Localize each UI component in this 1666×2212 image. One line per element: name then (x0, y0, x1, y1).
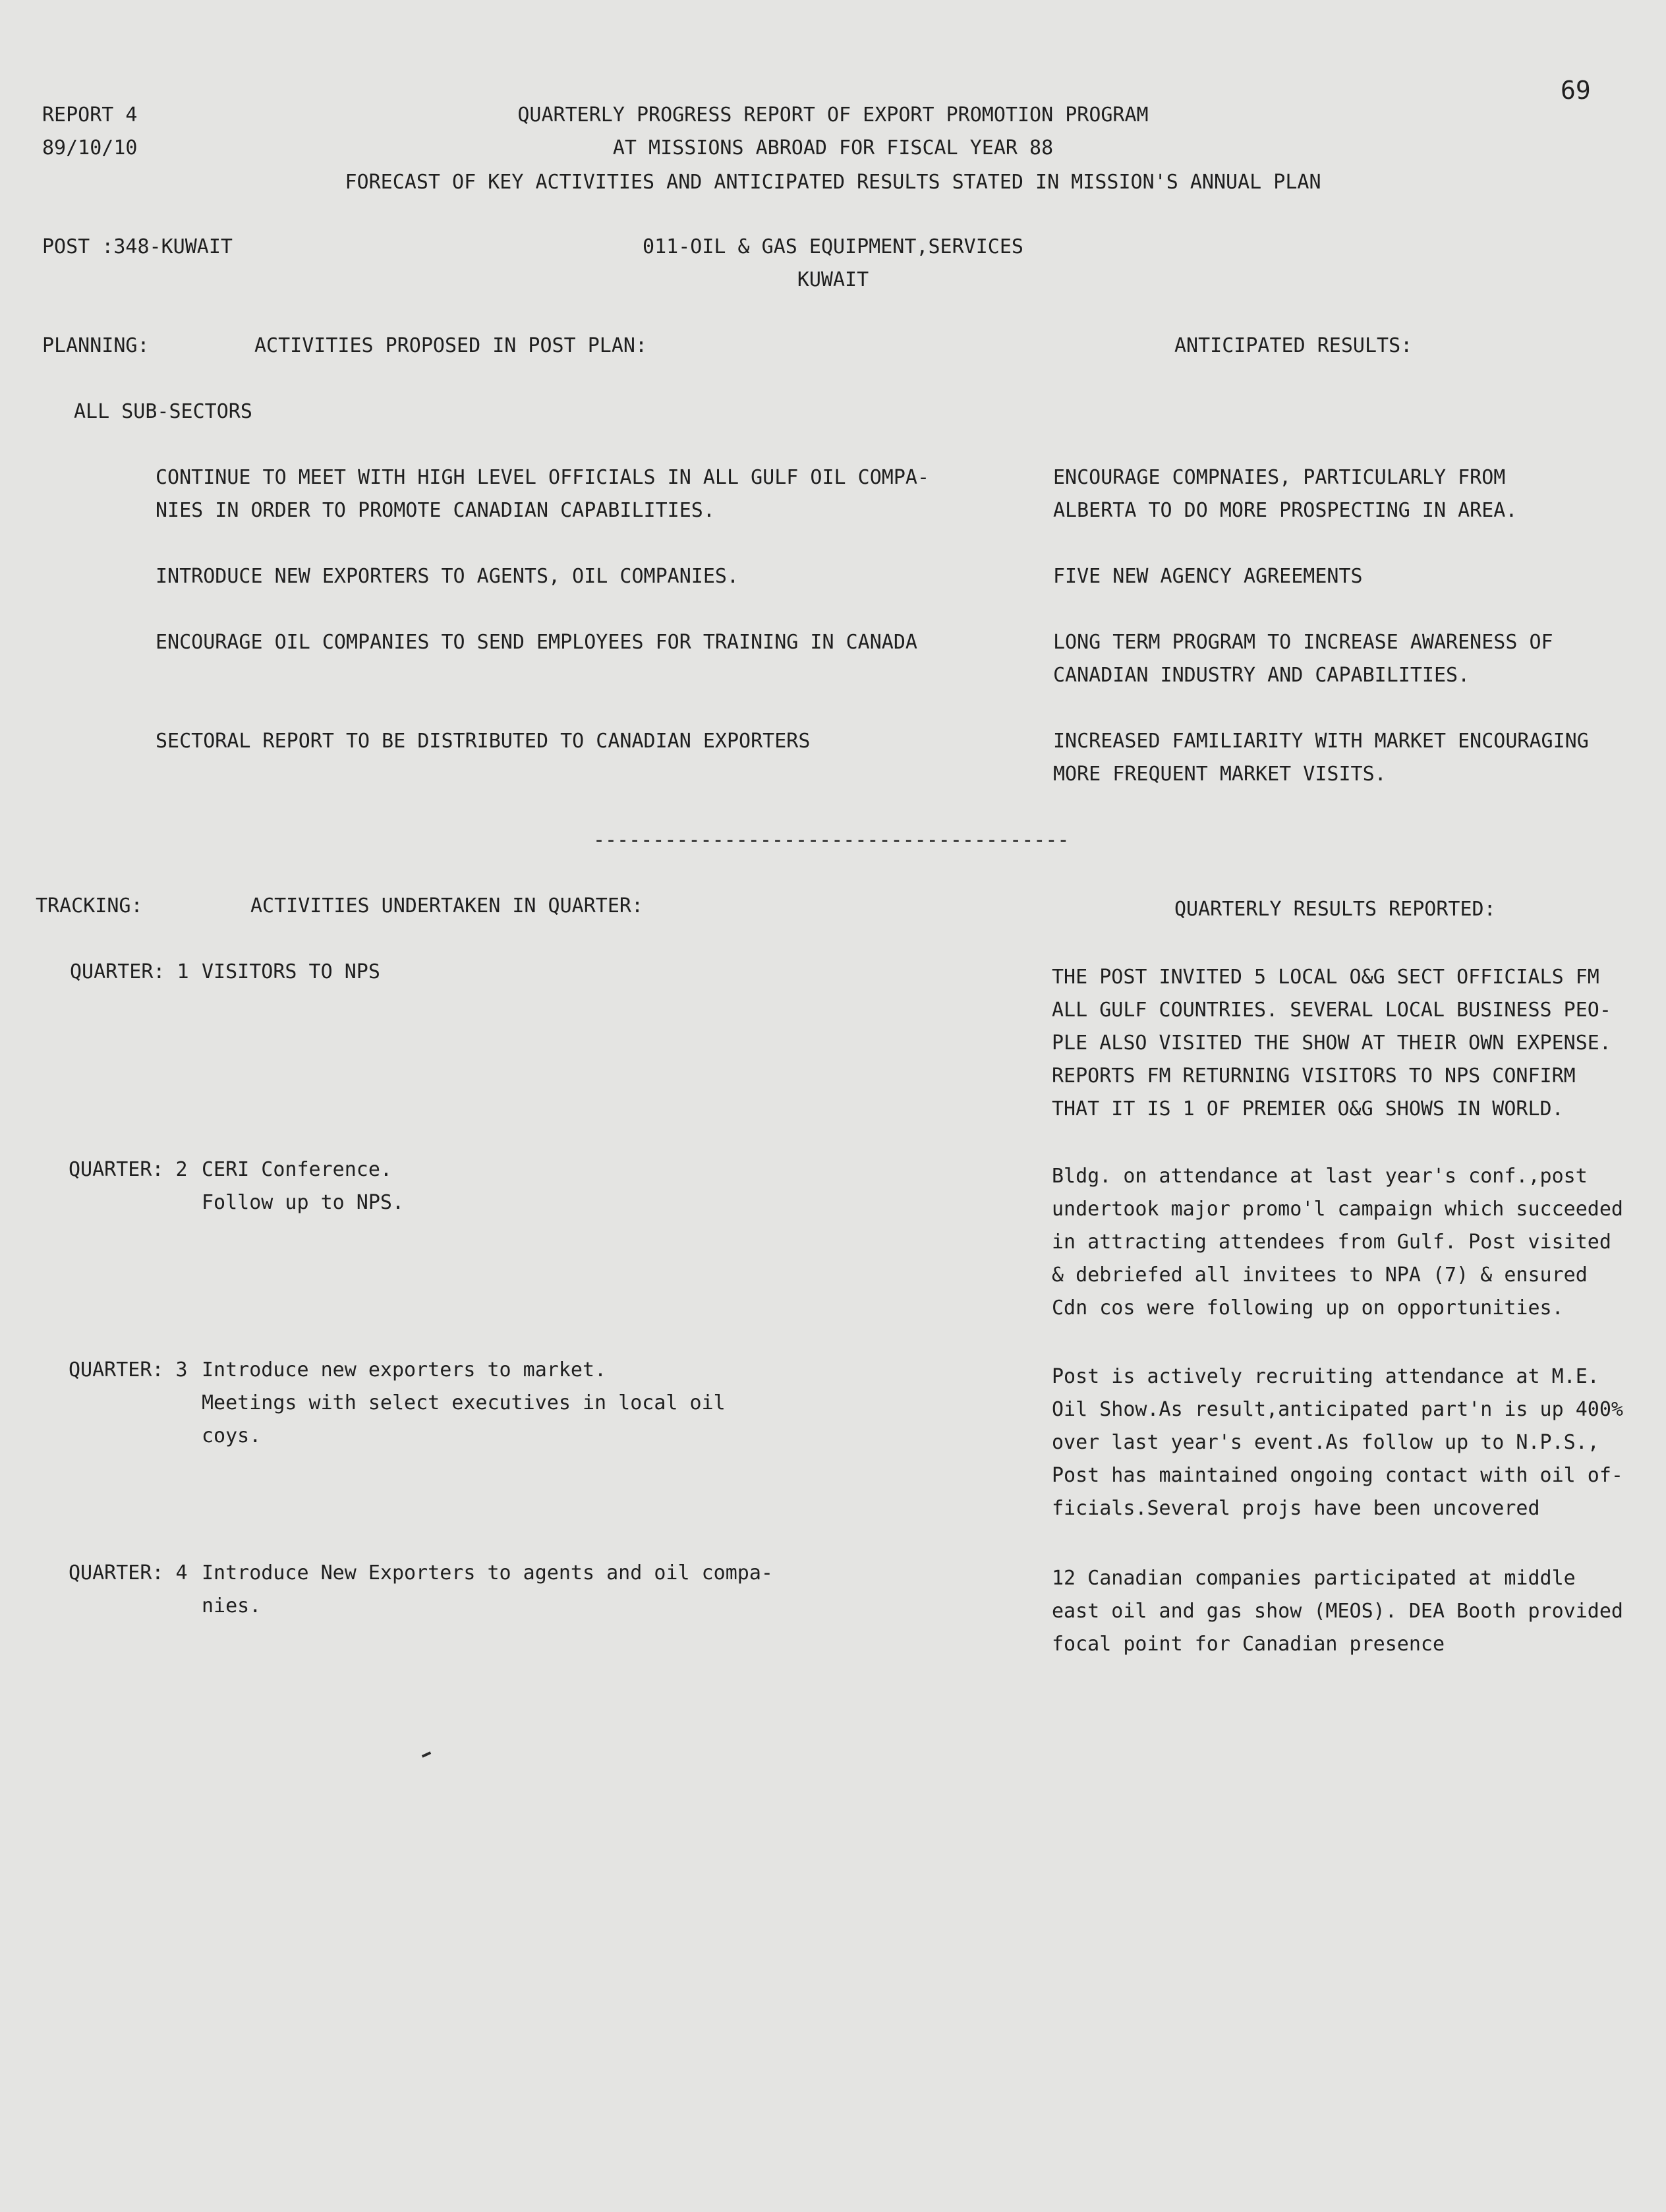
quarter-label: QUARTER: 2 (69, 1158, 188, 1181)
planning-results-heading: ANTICIPATED RESULTS: (1174, 334, 1413, 357)
sector-label: 011-OIL & GAS EQUIPMENT,SERVICES (643, 235, 1023, 258)
planning-activities-heading: ACTIVITIES PROPOSED IN POST PLAN: (254, 334, 648, 357)
anticipated-result: INCREASED FAMILIARITY WITH MARKET ENCOURAGING MORE FREQUENT MARKET VISITS. (1053, 730, 1589, 786)
report-title-line-3: FORECAST OF KEY ACTIVITIES AND ANTICIPATED RESULTS STATED IN MISSION'S ANNUAL PLAN (345, 171, 1321, 194)
page-number: 69 (1561, 76, 1591, 105)
scan-mark (422, 1751, 431, 1758)
section-separator: ---------------------------------------- (593, 829, 1070, 852)
quarter-activity: Introduce new exporters to market. Meetings with select executives in local oil coys. (202, 1358, 726, 1447)
report-date: 89/10/10 (42, 136, 138, 160)
report-id: REPORT 4 (42, 103, 138, 127)
quarter-label: QUARTER: 1 (70, 960, 189, 983)
planned-activity: INTRODUCE NEW EXPORTERS TO AGENTS, OIL COMPANIES. (156, 565, 739, 588)
planned-activity: SECTORAL REPORT TO BE DISTRIBUTED TO CANADIAN EXPORTERS (156, 730, 811, 753)
quarter-label: QUARTER: 3 (69, 1358, 188, 1382)
tracking-activities-heading: ACTIVITIES UNDERTAKEN IN QUARTER: (250, 894, 644, 917)
quarter-result: Bldg. on attendance at last year's conf.,post undertook major promo'l campaign which succeeded in attracting attendees from Gulf. Post visited & debriefed all invitees to NPA (7) & ensured Cdn cos were following up on opportunities. (1052, 1165, 1623, 1320)
tracking-label: TRACKING: (36, 894, 143, 917)
quarter-activity: Introduce New Exporters to agents and oil compa- nies. (202, 1561, 773, 1617)
anticipated-result: ENCOURAGE COMPNAIES, PARTICULARLY FROM ALBERTA TO DO MORE PROSPECTING IN AREA. (1053, 466, 1518, 522)
planning-label: PLANNING: (42, 334, 150, 357)
quarter-result: THE POST INVITED 5 LOCAL O&G SECT OFFICIALS FM ALL GULF COUNTRIES. SEVERAL LOCAL BUSINESS PEO- PLE ALSO VISITED THE SHOW AT THEIR OWN EXPENSE. REPORTS FM RETURNING VISITORS TO NPS CONFIRM THAT IT IS 1 OF PREMIER O&G SHOWS IN WORLD. (1052, 966, 1611, 1121)
quarter-result: Post is actively recruiting attendance at M.E. Oil Show.As result,anticipated part'n is up 400% over last year's event.As follow up to N.P.S., Post has maintained ongoing contact with oil of- ficials.Several projs have been uncovered (1052, 1365, 1623, 1520)
report-title-line-1: QUARTERLY PROGRESS REPORT OF EXPORT PROMOTION PROGRAM (517, 103, 1149, 127)
quarter-activity: CERI Conference. Follow up to NPS. (202, 1158, 405, 1214)
quarter-result: 12 Canadian companies participated at middle east oil and gas show (MEOS). DEA Booth provided focal point for Canadian presence (1052, 1567, 1623, 1656)
country-label: KUWAIT (797, 268, 869, 291)
anticipated-result: LONG TERM PROGRAM TO INCREASE AWARENESS OF CANADIAN INDUSTRY AND CAPABILITIES. (1053, 631, 1553, 687)
quarter-label: QUARTER: 4 (69, 1561, 188, 1585)
anticipated-result: FIVE NEW AGENCY AGREEMENTS (1053, 565, 1363, 588)
tracking-results-heading: QUARTERLY RESULTS REPORTED: (1174, 898, 1496, 921)
subsector-label: ALL SUB-SECTORS (74, 400, 252, 423)
post-label: POST :348-KUWAIT (42, 235, 233, 258)
planned-activity: CONTINUE TO MEET WITH HIGH LEVEL OFFICIALS IN ALL GULF OIL COMPA- NIES IN ORDER TO PROMOTE CANADIAN CAPABILITIES. (156, 466, 929, 522)
planned-activity: ENCOURAGE OIL COMPANIES TO SEND EMPLOYEES FOR TRAINING IN CANADA (156, 631, 917, 654)
quarter-activity: VISITORS TO NPS (202, 960, 380, 983)
report-title-line-2: AT MISSIONS ABROAD FOR FISCAL YEAR 88 (612, 136, 1054, 160)
